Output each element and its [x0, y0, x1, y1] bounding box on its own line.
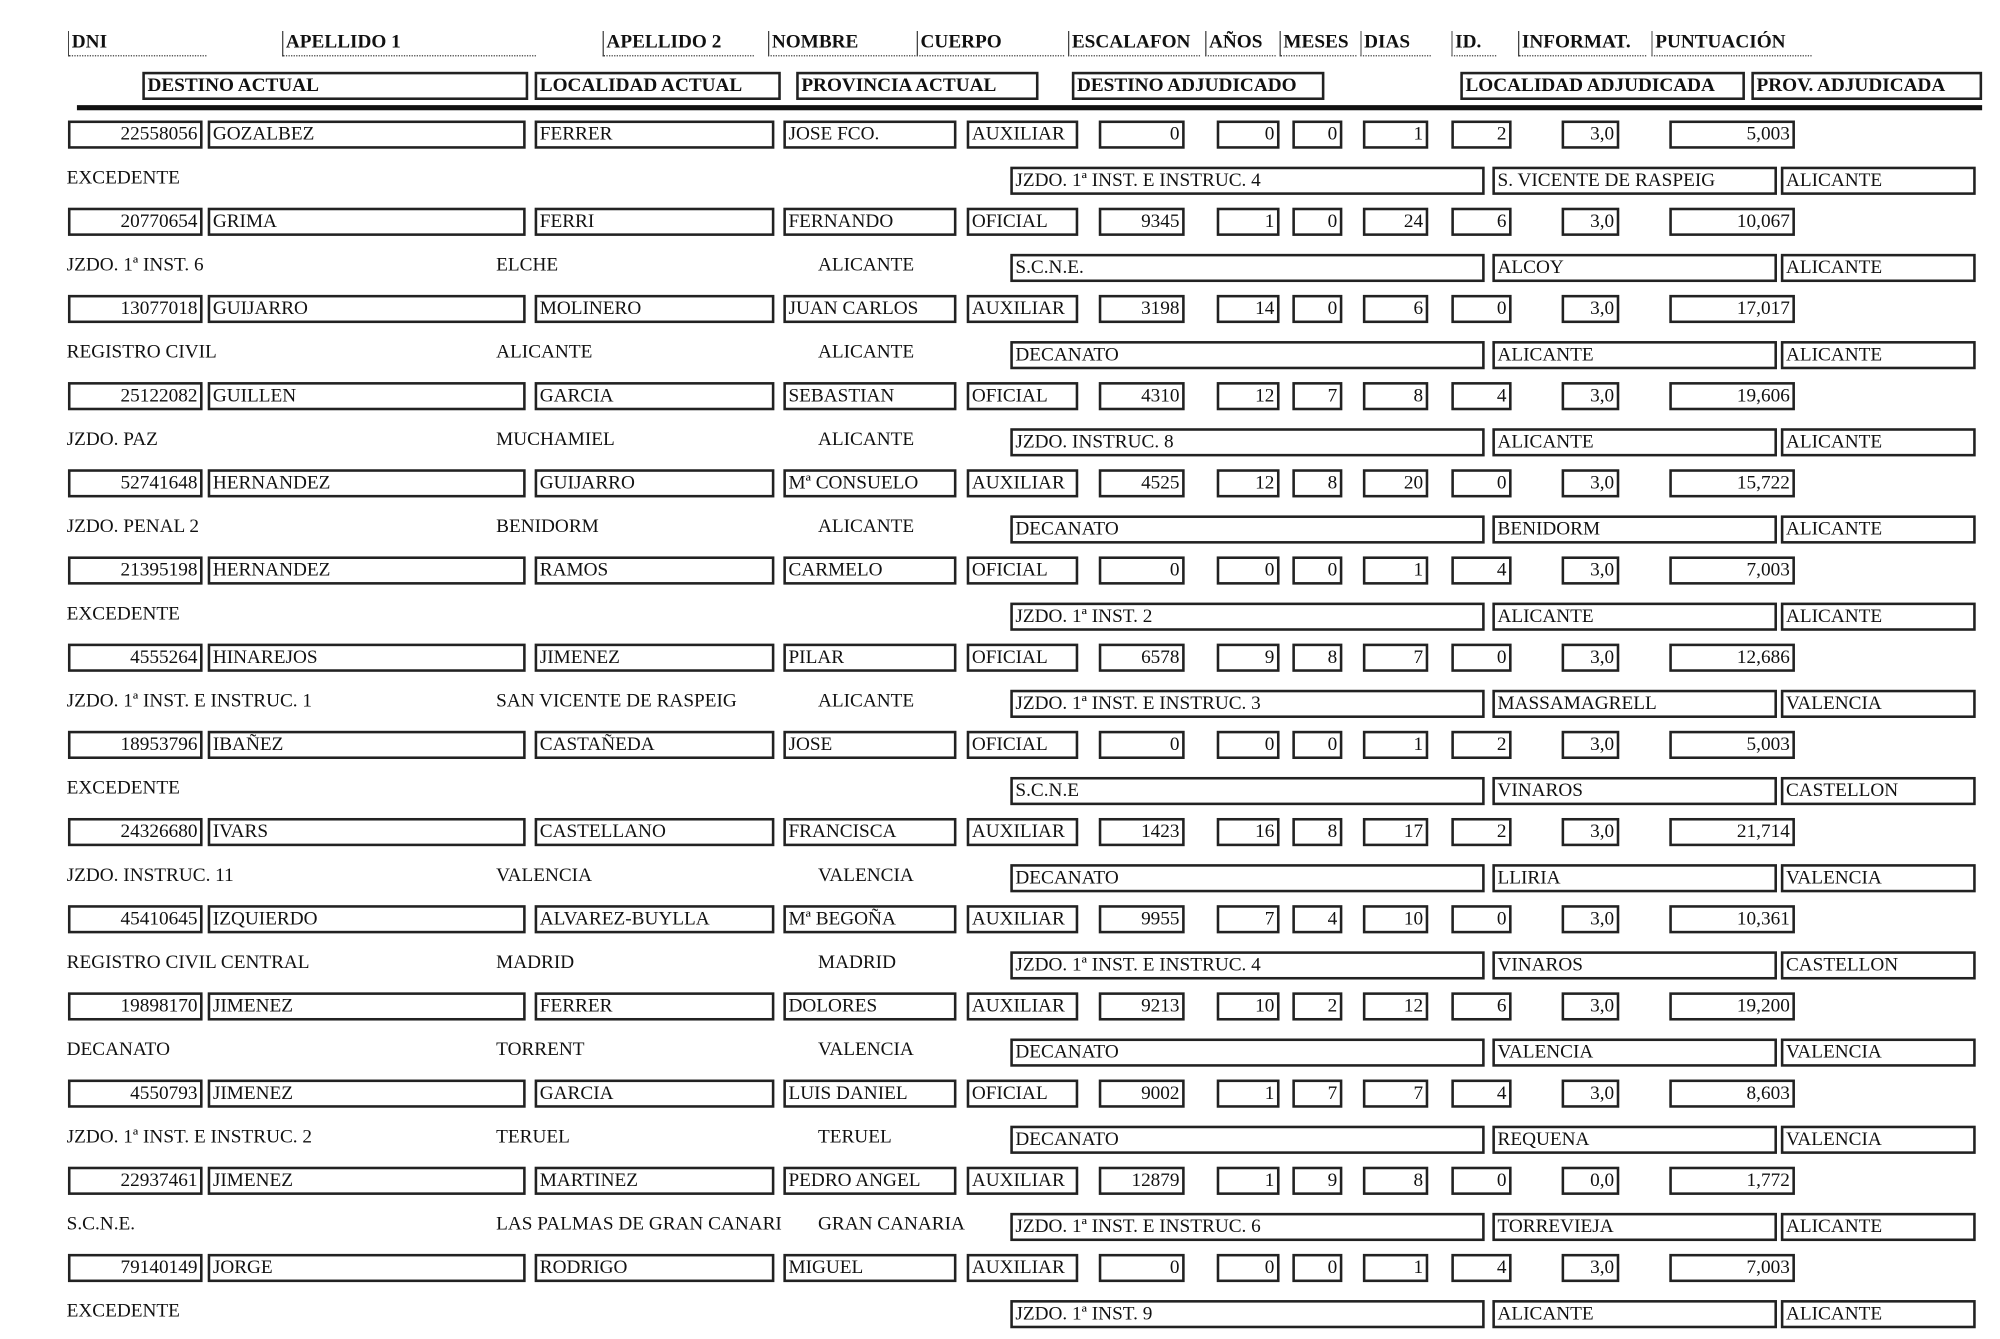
field-destino-actual: S.C.N.E. — [66, 1214, 136, 1235]
field-provincia-actual: MADRID — [817, 952, 896, 974]
field-prov-adj: ALICANTE — [1781, 603, 1976, 631]
field-dias: 1 — [1363, 556, 1428, 584]
field-cuerpo: OFICIAL — [967, 644, 1079, 672]
field-id: 6 — [1451, 208, 1511, 236]
field-localidad-adj: ALCOY — [1492, 254, 1777, 282]
field-dni: 4550793 — [68, 1080, 203, 1108]
field-dni: 24326680 — [68, 818, 203, 846]
field-localidad-adj: VINAROS — [1492, 777, 1777, 805]
field-destino-actual: EXCEDENTE — [66, 603, 180, 625]
field-prov-adj: CASTELLON — [1781, 951, 1976, 979]
field-localidad-adj: S. VICENTE DE RASPEIG — [1492, 167, 1777, 195]
field-nombre: FRANCISCA — [783, 818, 956, 846]
field-destino-adj: S.C.N.E — [1010, 777, 1484, 805]
header-nombre: NOMBRE — [768, 31, 915, 57]
field-escalafon: 3198 — [1099, 295, 1185, 323]
field-puntuacion: 12,686 — [1669, 644, 1795, 672]
field-destino-adj: JZDO. 1ª INST. E INSTRUC. 4 — [1010, 951, 1484, 979]
field-localidad-actual: MADRID — [496, 952, 575, 974]
field-id: 4 — [1451, 556, 1511, 584]
field-localidad-actual: LAS PALMAS DE GRAN CANARI — [496, 1214, 782, 1235]
field-provincia-actual: GRAN CANARIA — [817, 1214, 965, 1235]
field-localidad-actual: MUCHAMIEL — [496, 429, 615, 451]
field-destino-adj: DECANATO — [1010, 1126, 1484, 1154]
field-prov-adj: VALENCIA — [1781, 1039, 1976, 1067]
field-puntuacion: 8,603 — [1669, 1080, 1795, 1108]
field-prov-adj: VALENCIA — [1781, 690, 1976, 718]
field-dni: 45410645 — [68, 905, 203, 933]
field-puntuacion: 15,722 — [1669, 469, 1795, 497]
field-cuerpo: AUXILIAR — [967, 121, 1079, 149]
field-localidad-adj: ALICANTE — [1492, 428, 1777, 456]
field-id: 0 — [1451, 905, 1511, 933]
field-informat: 3,0 — [1562, 121, 1620, 149]
field-dias: 12 — [1363, 992, 1428, 1020]
field-id: 0 — [1451, 469, 1511, 497]
header-destino-actual: DESTINO ACTUAL — [142, 72, 528, 100]
field-destino-adj: DECANATO — [1010, 341, 1484, 369]
field-anos: 1 — [1217, 1080, 1280, 1108]
field-anos: 1 — [1217, 1167, 1280, 1195]
field-anos: 16 — [1217, 818, 1280, 846]
field-informat: 3,0 — [1562, 905, 1620, 933]
field-puntuacion: 1,772 — [1669, 1167, 1795, 1195]
header-localidad-actual: LOCALIDAD ACTUAL — [535, 72, 781, 100]
field-puntuacion: 7,003 — [1669, 1254, 1795, 1282]
field-dni: 20770654 — [68, 208, 203, 236]
field-puntuacion: 5,003 — [1669, 731, 1795, 759]
field-nombre: JUAN CARLOS — [783, 295, 956, 323]
field-informat: 3,0 — [1562, 1080, 1620, 1108]
field-meses: 7 — [1292, 1080, 1342, 1108]
header-divider — [77, 105, 1982, 110]
field-dias: 8 — [1363, 382, 1428, 410]
field-meses: 0 — [1292, 556, 1342, 584]
field-provincia-actual: ALICANTE — [817, 429, 915, 451]
field-ap1: JORGE — [208, 1254, 526, 1282]
field-localidad-actual: VALENCIA — [496, 865, 592, 886]
field-nombre: FERNANDO — [783, 208, 956, 236]
field-prov-adj: ALICANTE — [1781, 428, 1976, 456]
field-meses: 2 — [1292, 992, 1342, 1020]
field-informat: 0,0 — [1562, 1167, 1620, 1195]
field-destino-actual: JZDO. 1ª INST. E INSTRUC. 2 — [66, 1126, 313, 1148]
field-cuerpo: OFICIAL — [967, 382, 1079, 410]
field-localidad-adj: BENIDORM — [1492, 515, 1777, 543]
field-escalafon: 1423 — [1099, 818, 1185, 846]
field-prov-adj: VALENCIA — [1781, 1126, 1976, 1154]
field-prov-adj: CASTELLON — [1781, 777, 1976, 805]
field-id: 2 — [1451, 731, 1511, 759]
field-ap1: GOZALBEZ — [208, 121, 526, 149]
field-escalafon: 9345 — [1099, 208, 1185, 236]
field-anos: 7 — [1217, 905, 1280, 933]
field-cuerpo: AUXILIAR — [967, 295, 1079, 323]
field-informat: 3,0 — [1562, 818, 1620, 846]
field-dni: 13077018 — [68, 295, 203, 323]
field-escalafon: 9213 — [1099, 992, 1185, 1020]
header-cuerpo: CUERPO — [917, 31, 1064, 57]
field-meses: 8 — [1292, 469, 1342, 497]
field-destino-adj: DECANATO — [1010, 864, 1484, 892]
field-dias: 24 — [1363, 208, 1428, 236]
field-id: 4 — [1451, 382, 1511, 410]
field-provincia-actual: VALENCIA — [817, 1039, 914, 1061]
header-apellido-1: APELLIDO 1 — [282, 31, 536, 57]
field-cuerpo: AUXILIAR — [967, 469, 1079, 497]
field-escalafon: 4310 — [1099, 382, 1185, 410]
field-dni: 18953796 — [68, 731, 203, 759]
field-ap1: HINAREJOS — [208, 644, 526, 672]
field-ap2: RODRIGO — [535, 1254, 775, 1282]
field-destino-actual: EXCEDENTE — [66, 1301, 180, 1322]
field-ap2: FERRER — [535, 121, 775, 149]
field-destino-actual: JZDO. 1ª INST. 6 — [66, 255, 204, 276]
header-dias: DIAS — [1360, 31, 1431, 57]
field-meses: 4 — [1292, 905, 1342, 933]
field-dni: 19898170 — [68, 992, 203, 1020]
field-id: 0 — [1451, 295, 1511, 323]
field-localidad-adj: VINAROS — [1492, 951, 1777, 979]
field-ap1: HERNANDEZ — [208, 556, 526, 584]
header-escalafon: ESCALAFON — [1068, 31, 1200, 57]
field-dias: 7 — [1363, 1080, 1428, 1108]
field-anos: 0 — [1217, 121, 1280, 149]
field-dni: 21395198 — [68, 556, 203, 584]
field-nombre: DOLORES — [783, 992, 956, 1020]
field-cuerpo: OFICIAL — [967, 208, 1079, 236]
field-id: 0 — [1451, 644, 1511, 672]
field-nombre: CARMELO — [783, 556, 956, 584]
field-localidad-actual: SAN VICENTE DE RASPEIG — [496, 691, 737, 712]
field-id: 2 — [1451, 818, 1511, 846]
header-destino-adjudicado: DESTINO ADJUDICADO — [1072, 72, 1325, 100]
field-informat: 3,0 — [1562, 992, 1620, 1020]
field-ap1: GUIJARRO — [208, 295, 526, 323]
field-escalafon: 9955 — [1099, 905, 1185, 933]
field-destino-actual: EXCEDENTE — [66, 167, 180, 189]
field-localidad-adj: LLIRIA — [1492, 864, 1777, 892]
field-informat: 3,0 — [1562, 556, 1620, 584]
field-dias: 10 — [1363, 905, 1428, 933]
field-cuerpo: OFICIAL — [967, 556, 1079, 584]
field-ap1: GRIMA — [208, 208, 526, 236]
field-ap1: HERNANDEZ — [208, 469, 526, 497]
field-escalafon: 12879 — [1099, 1167, 1185, 1195]
field-destino-adj: JZDO. 1ª INST. E INSTRUC. 4 — [1010, 167, 1484, 195]
field-provincia-actual: ALICANTE — [817, 255, 915, 276]
field-meses: 9 — [1292, 1167, 1342, 1195]
field-dias: 17 — [1363, 818, 1428, 846]
header-dni: DNI — [68, 31, 206, 57]
field-cuerpo: OFICIAL — [967, 731, 1079, 759]
field-destino-adj: S.C.N.E. — [1010, 254, 1484, 282]
field-escalafon: 0 — [1099, 1254, 1185, 1282]
field-destino-actual: JZDO. INSTRUC. 11 — [66, 865, 234, 886]
field-ap2: FERRER — [535, 992, 775, 1020]
field-nombre: PILAR — [783, 644, 956, 672]
field-prov-adj: ALICANTE — [1781, 1213, 1976, 1241]
field-prov-adj: ALICANTE — [1781, 341, 1976, 369]
field-informat: 3,0 — [1562, 208, 1620, 236]
field-nombre: MIGUEL — [783, 1254, 956, 1282]
field-provincia-actual: ALICANTE — [817, 516, 915, 538]
field-destino-actual: REGISTRO CIVIL — [66, 342, 217, 363]
header-id: ID. — [1451, 31, 1496, 57]
field-destino-actual: JZDO. PENAL 2 — [66, 516, 199, 538]
field-destino-adj: JZDO. INSTRUC. 8 — [1010, 428, 1484, 456]
field-ap1: JIMENEZ — [208, 992, 526, 1020]
field-puntuacion: 19,200 — [1669, 992, 1795, 1020]
field-localidad-adj: ALICANTE — [1492, 341, 1777, 369]
field-cuerpo: AUXILIAR — [967, 905, 1079, 933]
header-apellido-2: APELLIDO 2 — [603, 31, 754, 57]
field-nombre: Mª CONSUELO — [783, 469, 956, 497]
field-nombre: SEBASTIAN — [783, 382, 956, 410]
field-ap1: GUILLEN — [208, 382, 526, 410]
field-localidad-adj: REQUENA — [1492, 1126, 1777, 1154]
field-anos: 14 — [1217, 295, 1280, 323]
field-ap2: MARTINEZ — [535, 1167, 775, 1195]
field-ap2: GUIJARRO — [535, 469, 775, 497]
field-dias: 1 — [1363, 731, 1428, 759]
field-escalafon: 0 — [1099, 731, 1185, 759]
field-anos: 0 — [1217, 731, 1280, 759]
field-localidad-adj: VALENCIA — [1492, 1039, 1777, 1067]
field-ap1: IVARS — [208, 818, 526, 846]
field-ap2: GARCIA — [535, 382, 775, 410]
field-dias: 1 — [1363, 121, 1428, 149]
field-informat: 3,0 — [1562, 1254, 1620, 1282]
field-meses: 0 — [1292, 208, 1342, 236]
field-destino-actual: REGISTRO CIVIL CENTRAL — [66, 952, 310, 974]
field-localidad-actual: BENIDORM — [496, 516, 599, 538]
field-provincia-actual: VALENCIA — [817, 865, 914, 886]
field-cuerpo: AUXILIAR — [967, 1254, 1079, 1282]
field-dias: 7 — [1363, 644, 1428, 672]
field-informat: 3,0 — [1562, 295, 1620, 323]
header-anos: AÑOS — [1205, 31, 1276, 57]
field-anos: 12 — [1217, 469, 1280, 497]
field-id: 4 — [1451, 1254, 1511, 1282]
field-informat: 3,0 — [1562, 382, 1620, 410]
header-localidad-adjudicada: LOCALIDAD ADJUDICADA — [1460, 72, 1745, 100]
field-localidad-adj: MASSAMAGRELL — [1492, 690, 1777, 718]
field-puntuacion: 5,003 — [1669, 121, 1795, 149]
field-prov-adj: ALICANTE — [1781, 515, 1976, 543]
field-nombre: LUIS DANIEL — [783, 1080, 956, 1108]
field-cuerpo: AUXILIAR — [967, 1167, 1079, 1195]
field-dias: 1 — [1363, 1254, 1428, 1282]
field-provincia-actual: ALICANTE — [817, 342, 915, 363]
field-ap1: JIMENEZ — [208, 1167, 526, 1195]
field-cuerpo: OFICIAL — [967, 1080, 1079, 1108]
field-id: 4 — [1451, 1080, 1511, 1108]
field-meses: 8 — [1292, 644, 1342, 672]
field-anos: 1 — [1217, 208, 1280, 236]
field-localidad-adj: ALICANTE — [1492, 603, 1777, 631]
field-prov-adj: ALICANTE — [1781, 167, 1976, 195]
field-meses: 0 — [1292, 295, 1342, 323]
header-prov-adjudicada: PROV. ADJUDICADA — [1751, 72, 1982, 100]
field-dni: 79140149 — [68, 1254, 203, 1282]
field-anos: 10 — [1217, 992, 1280, 1020]
field-meses: 0 — [1292, 121, 1342, 149]
field-anos: 9 — [1217, 644, 1280, 672]
field-id: 2 — [1451, 121, 1511, 149]
field-cuerpo: AUXILIAR — [967, 818, 1079, 846]
field-escalafon: 0 — [1099, 556, 1185, 584]
field-ap2: FERRI — [535, 208, 775, 236]
field-escalafon: 4525 — [1099, 469, 1185, 497]
field-informat: 3,0 — [1562, 731, 1620, 759]
field-ap2: CASTELLANO — [535, 818, 775, 846]
field-destino-adj: JZDO. 1ª INST. E INSTRUC. 6 — [1010, 1213, 1484, 1241]
field-meses: 8 — [1292, 818, 1342, 846]
field-dni: 4555264 — [68, 644, 203, 672]
field-localidad-adj: ALICANTE — [1492, 1300, 1777, 1328]
field-provincia-actual: ALICANTE — [817, 691, 915, 712]
field-prov-adj: VALENCIA — [1781, 864, 1976, 892]
field-puntuacion: 19,606 — [1669, 382, 1795, 410]
field-localidad-actual: TORRENT — [496, 1039, 585, 1061]
field-dias: 20 — [1363, 469, 1428, 497]
field-dni: 52741648 — [68, 469, 203, 497]
header-provincia-actual: PROVINCIA ACTUAL — [796, 72, 1038, 100]
field-ap2: RAMOS — [535, 556, 775, 584]
field-puntuacion: 17,017 — [1669, 295, 1795, 323]
field-destino-adj: JZDO. 1ª INST. 2 — [1010, 603, 1484, 631]
field-destino-actual: JZDO. 1ª INST. E INSTRUC. 1 — [66, 691, 313, 712]
header-meses: MESES — [1280, 31, 1357, 57]
field-destino-adj: DECANATO — [1010, 515, 1484, 543]
field-destino-actual: JZDO. PAZ — [66, 429, 158, 451]
header-puntuacion: PUNTUACIÓN — [1651, 31, 1811, 57]
field-dni: 25122082 — [68, 382, 203, 410]
header-informat: INFORMAT. — [1518, 31, 1646, 57]
field-meses: 7 — [1292, 382, 1342, 410]
field-escalafon: 9002 — [1099, 1080, 1185, 1108]
field-destino-actual: EXCEDENTE — [66, 778, 180, 799]
field-nombre: Mª BEGOÑA — [783, 905, 956, 933]
field-id: 0 — [1451, 1167, 1511, 1195]
field-anos: 12 — [1217, 382, 1280, 410]
field-ap2: JIMENEZ — [535, 644, 775, 672]
field-anos: 0 — [1217, 1254, 1280, 1282]
field-puntuacion: 10,361 — [1669, 905, 1795, 933]
field-meses: 0 — [1292, 731, 1342, 759]
field-ap1: IZQUIERDO — [208, 905, 526, 933]
field-dias: 8 — [1363, 1167, 1428, 1195]
field-puntuacion: 10,067 — [1669, 208, 1795, 236]
field-dni: 22558056 — [68, 121, 203, 149]
field-destino-actual: DECANATO — [66, 1039, 170, 1061]
field-nombre: JOSE FCO. — [783, 121, 956, 149]
field-ap2: ALVAREZ-BUYLLA — [535, 905, 775, 933]
field-ap1: JIMENEZ — [208, 1080, 526, 1108]
field-destino-adj: JZDO. 1ª INST. E INSTRUC. 3 — [1010, 690, 1484, 718]
field-localidad-adj: TORREVIEJA — [1492, 1213, 1777, 1241]
field-ap1: IBAÑEZ — [208, 731, 526, 759]
field-localidad-actual: ELCHE — [496, 255, 559, 276]
field-destino-adj: JZDO. 1ª INST. 9 — [1010, 1300, 1484, 1328]
field-nombre: PEDRO ANGEL — [783, 1167, 956, 1195]
field-dni: 22937461 — [68, 1167, 203, 1195]
field-ap2: GARCIA — [535, 1080, 775, 1108]
field-provincia-actual: TERUEL — [817, 1126, 892, 1148]
field-dias: 6 — [1363, 295, 1428, 323]
field-id: 6 — [1451, 992, 1511, 1020]
field-escalafon: 6578 — [1099, 644, 1185, 672]
field-destino-adj: DECANATO — [1010, 1039, 1484, 1067]
field-informat: 3,0 — [1562, 469, 1620, 497]
field-cuerpo: AUXILIAR — [967, 992, 1079, 1020]
field-meses: 0 — [1292, 1254, 1342, 1282]
field-ap2: CASTAÑEDA — [535, 731, 775, 759]
field-prov-adj: ALICANTE — [1781, 1300, 1976, 1328]
field-anos: 0 — [1217, 556, 1280, 584]
field-nombre: JOSE — [783, 731, 956, 759]
field-escalafon: 0 — [1099, 121, 1185, 149]
field-puntuacion: 7,003 — [1669, 556, 1795, 584]
field-puntuacion: 21,714 — [1669, 818, 1795, 846]
field-localidad-actual: TERUEL — [496, 1126, 570, 1148]
field-localidad-actual: ALICANTE — [496, 342, 593, 363]
field-informat: 3,0 — [1562, 644, 1620, 672]
field-ap2: MOLINERO — [535, 295, 775, 323]
field-prov-adj: ALICANTE — [1781, 254, 1976, 282]
